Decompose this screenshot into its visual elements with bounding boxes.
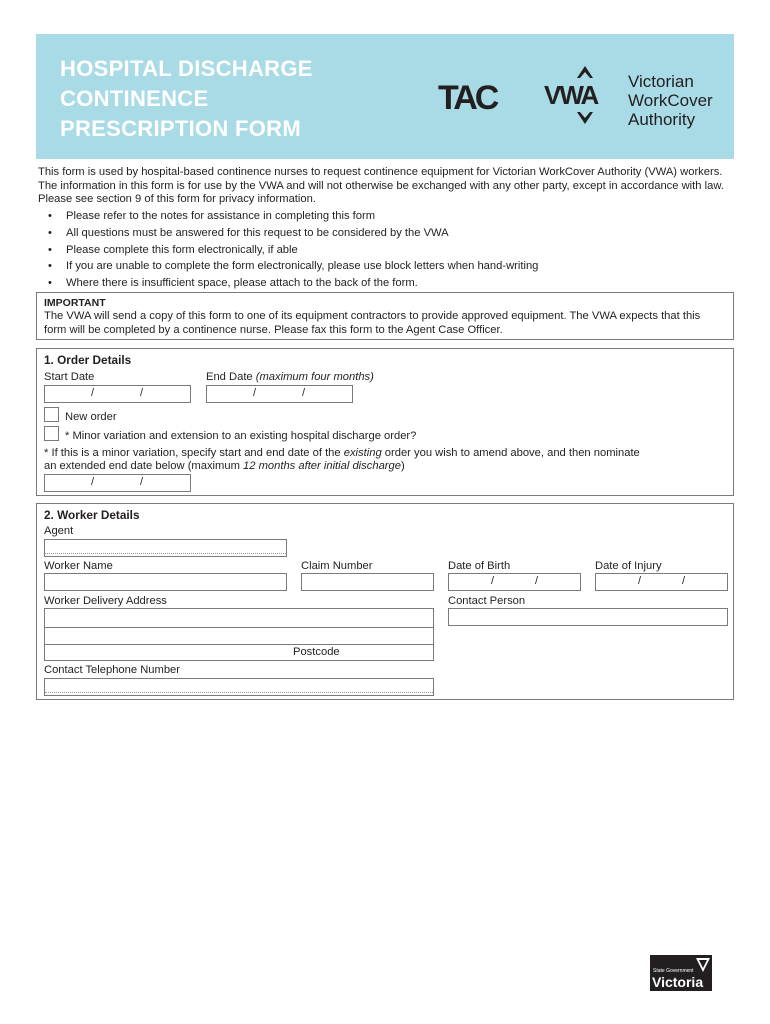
new-order-checkbox[interactable] bbox=[44, 407, 59, 422]
claim-number-label: Claim Number bbox=[301, 560, 373, 572]
instruction-item: • Please complete this form electronically, if able bbox=[48, 243, 298, 256]
vwa-name-line-2: WorkCover bbox=[628, 91, 713, 110]
vwa-name-line-3: Authority bbox=[628, 110, 696, 129]
minor-variation-note-line-2: an extended end date below (maximum 12 months after initial discharge) bbox=[44, 460, 405, 472]
form-title bbox=[60, 54, 390, 144]
dob-label: Date of Birth bbox=[448, 560, 511, 572]
worker-name-label: Worker Name bbox=[44, 560, 113, 572]
date-separator: / bbox=[682, 575, 686, 587]
date-separator: / bbox=[91, 387, 95, 399]
form-title-line-1: HOSPITAL DISCHARGE bbox=[60, 56, 313, 81]
worker-details-title: 2. Worker Details bbox=[44, 508, 140, 522]
date-separator: / bbox=[253, 387, 257, 399]
vwa-logo-text: VWA bbox=[544, 80, 598, 110]
telephone-label: Contact Telephone Number bbox=[44, 664, 180, 676]
end-date-field[interactable] bbox=[206, 385, 353, 403]
start-date-field[interactable] bbox=[44, 385, 191, 403]
new-order-label: New order bbox=[65, 411, 117, 423]
minor-variation-checkbox[interactable] bbox=[44, 426, 59, 441]
claim-number-field[interactable] bbox=[301, 573, 434, 591]
intro-paragraph: This form is used by hospital-based continence nurses to request continence equipment for Victorian WorkCover Authority (VWA) workers. The information in this form is for use by the VWA and will not otherwise be exchanged with any other party, except in accordance with law. Please see section 9 of this form for privacy information. bbox=[38, 166, 724, 205]
start-date-label: Start Date bbox=[44, 371, 95, 383]
minor-variation-note-line-1: * If this is a minor variation, specify start and end date of the existing order you wish to amend above, and then nominate bbox=[44, 447, 640, 459]
tac-logo bbox=[438, 78, 512, 114]
contact-person-field[interactable] bbox=[448, 608, 728, 626]
extended-end-date-field[interactable] bbox=[44, 474, 191, 492]
important-body: The VWA will send a copy of this form to one of its equipment contractors to provide approved equipment. The VWA expects that this form will be completed by a continence nurse. Please fax this form to the Agent Case Officer. bbox=[44, 310, 701, 336]
form-title-line-2: CONTINENCE bbox=[60, 86, 209, 111]
postcode-label: Postcode bbox=[293, 646, 340, 658]
vwa-name bbox=[628, 72, 713, 129]
doi-field[interactable] bbox=[595, 573, 728, 591]
end-date-label: End Date (maximum four months) bbox=[206, 371, 374, 383]
doi-label: Date of Injury bbox=[595, 560, 662, 572]
instruction-item: • All questions must be answered for this request to be considered by the VWA bbox=[48, 226, 449, 239]
contact-person-label: Contact Person bbox=[448, 595, 526, 607]
order-details-section bbox=[36, 348, 734, 496]
form-title-line-3: PRESCRIPTION FORM bbox=[60, 116, 301, 141]
header-band bbox=[36, 34, 734, 159]
date-separator: / bbox=[638, 575, 642, 587]
end-date-note: (maximum four months) bbox=[255, 371, 374, 383]
victoria-government-logo bbox=[650, 955, 712, 991]
delivery-address-label: Worker Delivery Address bbox=[44, 595, 167, 607]
worker-details-section bbox=[36, 503, 734, 700]
agent-field[interactable] bbox=[44, 539, 287, 557]
state-government-text: State Government bbox=[653, 968, 694, 974]
agent-label: Agent bbox=[44, 525, 74, 537]
dob-field[interactable] bbox=[448, 573, 581, 591]
minor-variation-label: * Minor variation and extension to an existing hospital discharge order? bbox=[65, 430, 417, 442]
tac-logo-text: TAC bbox=[438, 79, 497, 114]
date-separator: / bbox=[91, 476, 95, 488]
important-notice bbox=[36, 292, 734, 340]
date-separator: / bbox=[140, 476, 144, 488]
telephone-field[interactable] bbox=[44, 678, 434, 696]
instruction-item: • If you are unable to complete the form electronically, please use block letters when hand-writing bbox=[48, 260, 539, 273]
instruction-item: • Please refer to the notes for assistance in completing this form bbox=[48, 210, 376, 222]
delivery-address-field[interactable] bbox=[44, 608, 434, 661]
important-title: IMPORTANT bbox=[44, 297, 106, 309]
instruction-list bbox=[48, 208, 538, 292]
order-details-title: 1. Order Details bbox=[44, 353, 132, 367]
victoria-text: Victoria bbox=[652, 974, 704, 990]
date-separator: / bbox=[491, 575, 495, 587]
date-separator: / bbox=[140, 387, 144, 399]
vwa-logo bbox=[544, 64, 626, 126]
vwa-name-line-1: Victorian bbox=[628, 72, 694, 91]
worker-name-field[interactable] bbox=[44, 573, 287, 591]
date-separator: / bbox=[302, 387, 306, 399]
instruction-item: • Where there is insufficient space, please attach to the back of the form. bbox=[48, 277, 418, 290]
date-separator: / bbox=[535, 575, 539, 587]
